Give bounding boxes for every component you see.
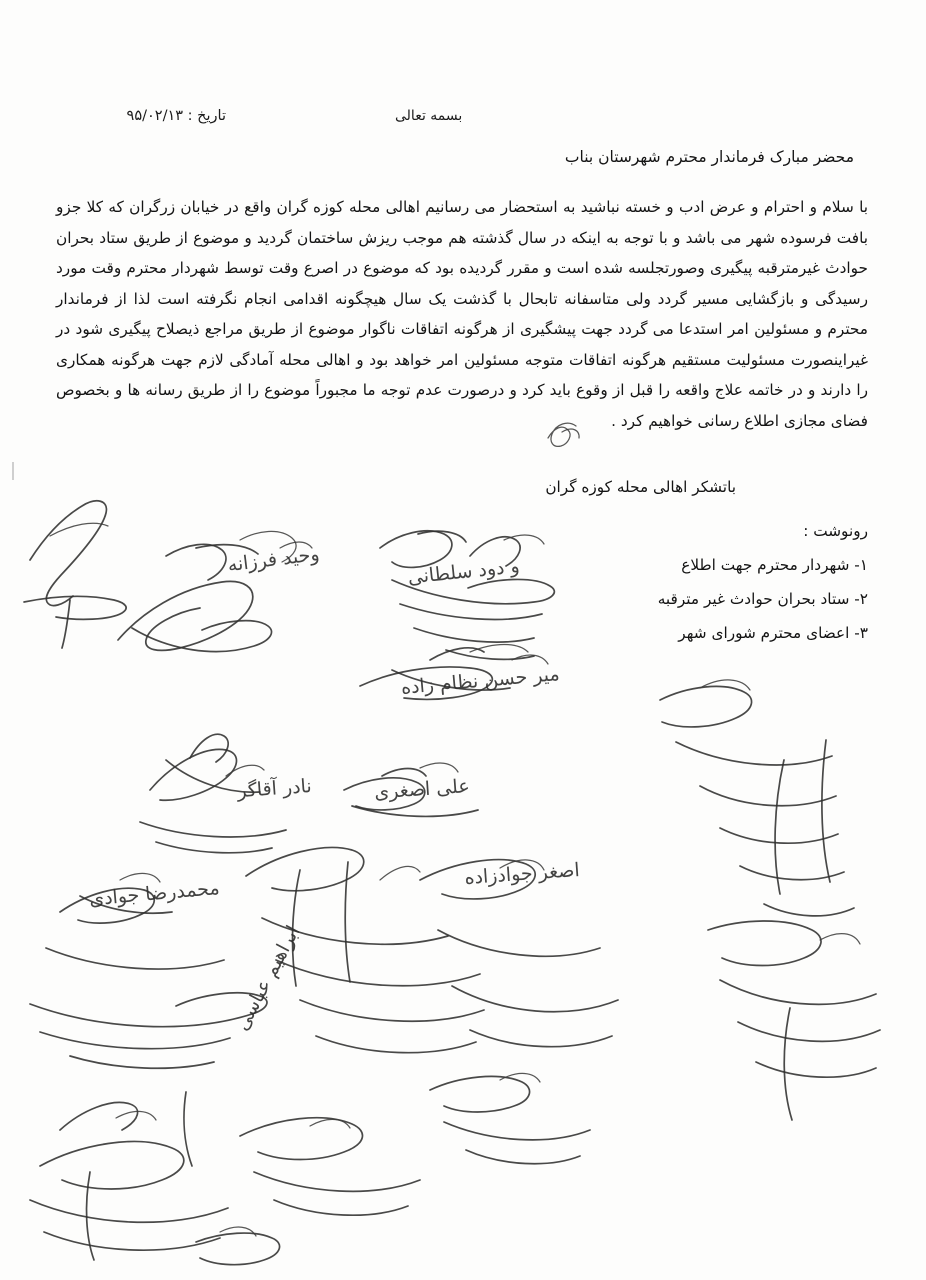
signature-10 [660,680,854,916]
signature-2 [118,531,312,651]
copies-list-item: ۳- اعضای محترم شورای شهر [678,624,868,642]
copies-title: رونوشت : [803,522,868,540]
signature-1 [24,501,126,648]
signature-11 [708,921,880,1120]
copies-list [528,556,868,642]
handwritten-name: ‫و دود سلطانی‬ [406,555,521,589]
letter-body-paragraph: با سلام و احترام و عرض ادب و خسته نباشید به استحضار می رسانیم اهالی محله کوزه گران واقع در خیابان زرگران که کلا جزو بافت فرسوده شهر می باشد و با توجه به اینکه در سال گذشته هم موجب ریزش ساختمان گردید و موضوع از طریق ستاد بحران حوادث غیرمترقبه پیگیری وصورتجلسه شده است و مقرر گردیده بود که موضوع در اصرع وقت توسط شهردار محترم وقت مورد رسیدگی و بازگشایی مسیر گردد ولی متاسفانه تابحال با گذشت یک سال هیچگونه اقدامی انجام نگرفته است لذا از فرماندار محترم و مسئولین امر استدعا می گردد جهت پیشگیری از هرگونه اتفاقات ناگوار موضوع از طریق مراجع ذیصلاح پیگیری شود در غیراینصورت مسئولیت مستقیم هرگونه اتفاقات متوجه مسئولین امر خواهد بود و اهالی محله آمادگی لازم جهت هرگونه همکاری را دارند و در خاتمه علاج واقعه را قبل از وقوع باید کرد و درصورت عدم توجه ما مجبوراً موضوع را از طریق رسانه ها و بخصوص فضای مجازی اطلاع رسانی خواهیم کرد . [56,198,868,430]
salutation-line: محضر مبارک فرماندار محترم شهرستان بناب [564,148,854,166]
handwritten-name: ‫ابراهیم عباسی‬ [230,922,305,1035]
signature-8 [246,848,484,1053]
signature-5 [140,734,286,853]
handwritten-name: ‫علی اصغری‬ [373,775,471,804]
signature-15 [196,1227,280,1265]
letter-body [56,192,868,436]
signature-7 [30,873,267,1068]
signature-6 [344,763,478,816]
copies-block [528,522,868,658]
page-edge-mark [12,462,14,480]
handwritten-name: ‫نادر آقاگر‬ [236,775,313,803]
handwritten-name: ‫اصغر جوادزاده‬ [463,859,581,890]
signature-4 [360,645,548,700]
signature-9 [420,860,618,1047]
signature-12 [430,1073,590,1163]
signature-14 [30,1102,228,1260]
handwritten-name: ‫وحید فرزانه‬ [226,543,321,577]
copies-list-item: ۱- شهردار محترم جهت اطلاع [681,556,868,574]
signature-13 [184,1092,420,1215]
closing-line: باتشکر اهالی محله کوزه گران [545,478,736,496]
bismillah-heading: بسمه تعالی [395,108,463,124]
handwritten-name: ‫میر حسن نظام زاده‬ [400,663,561,699]
document-date: تاریخ : ۹۵/۰۲/۱۳ [126,108,226,124]
copies-list-item: ۲- ستاد بحران حوادث غیر مترقبه [657,590,868,608]
document-header [0,108,926,134]
handwritten-name: ‫محمدرضا جوادی‬ [88,877,221,911]
